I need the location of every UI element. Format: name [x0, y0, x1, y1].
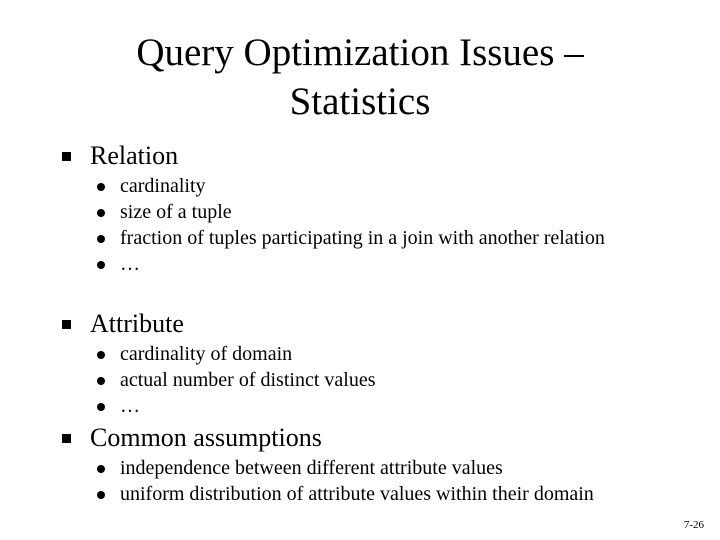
sub-bullet-list	[60, 173, 680, 277]
sub-bullet-text: uniform distribution of attribute values within their domain	[120, 483, 594, 505]
dot-bullet-icon	[97, 491, 105, 499]
sub-bullet-item	[60, 173, 680, 199]
page-number: 7-26	[683, 519, 704, 531]
sub-bullet-text: cardinality of domain	[120, 343, 293, 365]
dot-bullet-icon	[97, 403, 105, 411]
sub-bullet-item	[60, 367, 680, 393]
dot-bullet-icon	[97, 183, 105, 191]
sub-bullet-text: fraction of tuples participating in a join with another relation	[120, 227, 605, 249]
sub-bullet-item	[60, 455, 680, 481]
dot-bullet-icon	[97, 351, 105, 359]
sub-bullet-item	[60, 199, 680, 225]
dot-bullet-icon	[97, 377, 105, 385]
sub-bullet-item	[60, 251, 680, 277]
bullet-relation	[60, 141, 680, 171]
slide-title	[60, 28, 660, 126]
sub-bullet-item	[60, 393, 680, 419]
sub-bullet-text: size of a tuple	[120, 201, 232, 223]
sub-bullet-item	[60, 225, 680, 251]
title-line-1: Query Optimization Issues –	[136, 31, 584, 74]
sub-bullet-list	[60, 341, 680, 419]
section-common-assumptions	[60, 423, 680, 507]
sub-bullet-list	[60, 455, 680, 507]
bullet-attribute	[60, 309, 680, 339]
bullet-common-assumptions	[60, 423, 680, 453]
dot-bullet-icon	[97, 465, 105, 473]
dot-bullet-icon	[97, 235, 105, 243]
section-attribute	[60, 309, 680, 419]
dot-bullet-icon	[97, 209, 105, 217]
square-bullet-icon	[62, 152, 71, 161]
sub-bullet-text: independence between different attribute values	[120, 457, 503, 479]
square-bullet-icon	[62, 434, 71, 443]
section-heading: Relation	[90, 141, 179, 170]
sub-bullet-item	[60, 341, 680, 367]
section-relation	[60, 141, 680, 277]
square-bullet-icon	[62, 320, 71, 329]
dot-bullet-icon	[97, 261, 105, 269]
sub-bullet-item	[60, 481, 680, 507]
title-line-2: Statistics	[289, 80, 431, 123]
sub-bullet-text: actual number of distinct values	[120, 369, 376, 391]
sub-bullet-text: …	[120, 253, 140, 275]
section-heading: Common assumptions	[90, 423, 322, 452]
sub-bullet-text: cardinality	[120, 175, 206, 197]
section-heading: Attribute	[90, 309, 184, 338]
sub-bullet-text: …	[120, 395, 140, 417]
